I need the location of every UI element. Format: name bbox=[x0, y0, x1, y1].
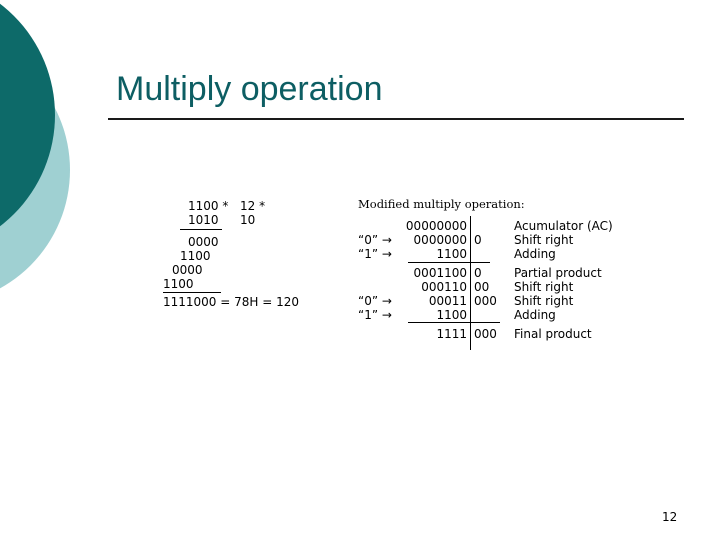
add-underline-2 bbox=[408, 322, 500, 323]
bit-marker-1: “0” → bbox=[358, 233, 392, 247]
multiplicand-binary: 1100 * bbox=[188, 199, 229, 213]
register-row-1: 00000000 bbox=[405, 219, 467, 233]
partial-product-1: 0000 bbox=[188, 235, 219, 249]
register-divider-line bbox=[470, 216, 471, 350]
bit-marker-4: “1” → bbox=[358, 308, 392, 322]
shift-bits-row-6: 000 bbox=[474, 294, 497, 308]
register-row-8: 1111 bbox=[436, 327, 467, 341]
register-row-7: 1100 bbox=[436, 308, 467, 322]
note-adding-2: Adding bbox=[514, 308, 556, 322]
note-adding-1: Adding bbox=[514, 247, 556, 261]
note-partial-product: Partial product bbox=[514, 266, 602, 280]
shift-bits-row-4: 0 bbox=[474, 266, 482, 280]
multiplier-binary: 1010 bbox=[188, 213, 219, 227]
title-divider bbox=[108, 118, 684, 120]
register-row-2: 0000000 bbox=[413, 233, 467, 247]
partial-product-2: 1100 bbox=[180, 249, 211, 263]
partial-product-3: 0000 bbox=[172, 263, 203, 277]
decorative-circles bbox=[0, 0, 90, 300]
note-shift-right-1: Shift right bbox=[514, 233, 574, 247]
bit-marker-3: “0” → bbox=[358, 294, 392, 308]
register-row-5: 000110 bbox=[421, 280, 467, 294]
note-final-product: Final product bbox=[514, 327, 592, 341]
partial-product-4: 1100 bbox=[163, 277, 194, 291]
register-row-4: 0001100 bbox=[413, 266, 467, 280]
note-shift-right-3: Shift right bbox=[514, 294, 574, 308]
modified-heading: Modified multiply operation: bbox=[358, 197, 525, 211]
register-row-3: 1100 bbox=[436, 247, 467, 261]
shift-bits-row-2: 0 bbox=[474, 233, 482, 247]
note-shift-right-2: Shift right bbox=[514, 280, 574, 294]
slide-title: Multiply operation bbox=[116, 70, 383, 108]
note-accumulator: Acumulator (AC) bbox=[514, 219, 613, 233]
sum-underline bbox=[163, 292, 221, 293]
register-row-6: 00011 bbox=[428, 294, 467, 308]
page-number: 12 bbox=[662, 510, 678, 524]
bit-marker-2: “1” → bbox=[358, 247, 392, 261]
multiplicand-decimal: 12 * bbox=[240, 199, 266, 213]
shift-bits-row-8: 000 bbox=[474, 327, 497, 341]
shift-bits-row-5: 00 bbox=[474, 280, 490, 294]
multiplier-underline bbox=[180, 229, 222, 230]
product-result: 1111000 = 78H = 120 bbox=[163, 295, 300, 309]
multiplier-decimal: 10 bbox=[240, 213, 256, 227]
add-underline-1 bbox=[408, 262, 490, 263]
